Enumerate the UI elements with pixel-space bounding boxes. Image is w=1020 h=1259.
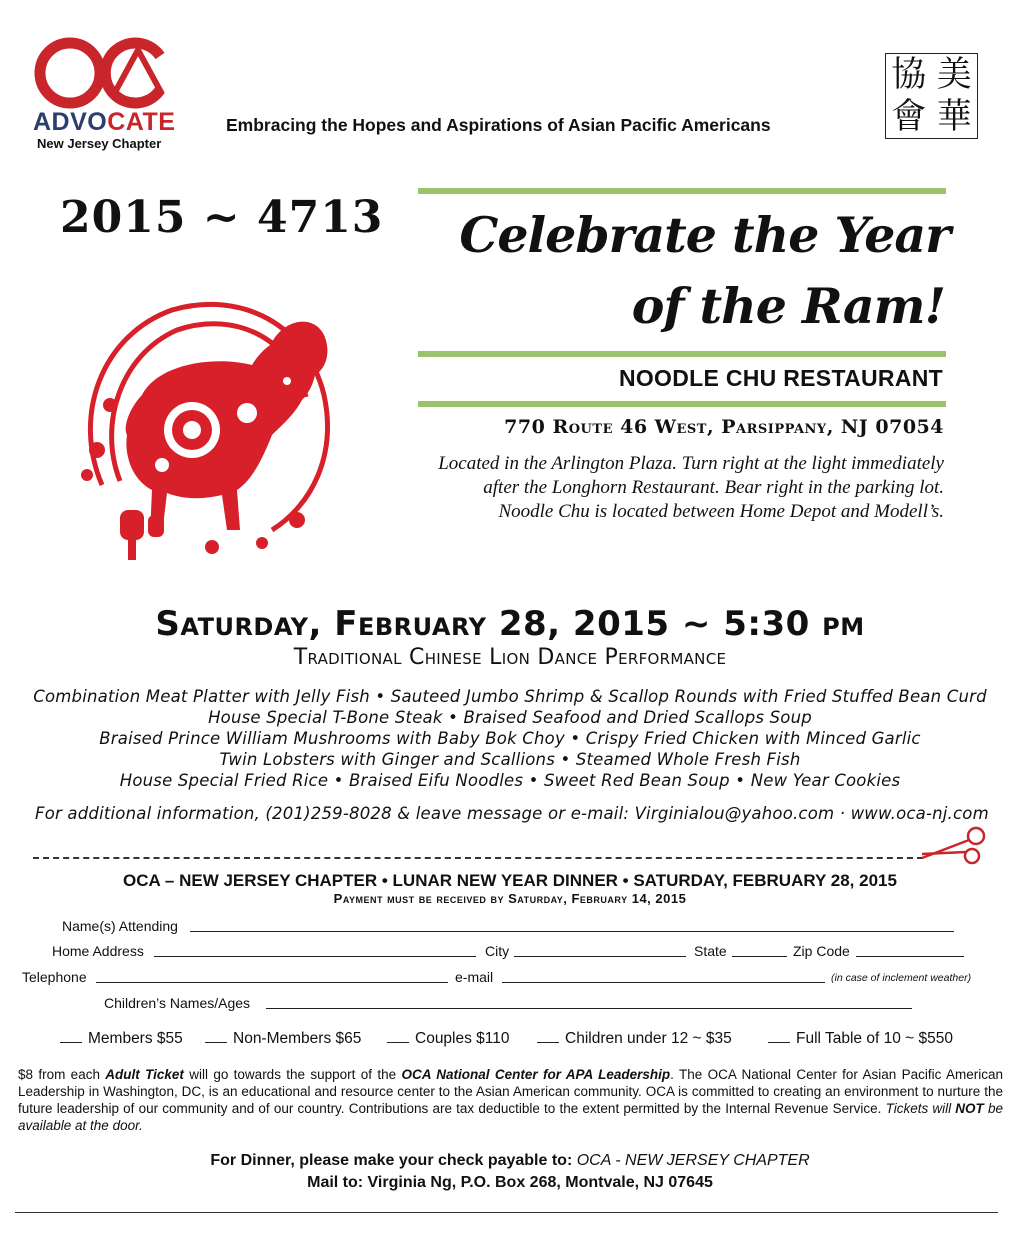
year-heading: 2015 ~ 4713 <box>60 192 384 243</box>
city-field[interactable] <box>514 943 686 957</box>
menu-item: Crispy Fried Chicken with Minced Garlic <box>585 729 921 748</box>
mail-to: Mail to: Virginia Ng, P.O. Box 268, Montvale, NJ 07645 <box>307 1174 713 1191</box>
event-title-line2: of the Ram! <box>631 277 945 335</box>
directions-text: Located in the Arlington Plaza. Turn right at the light immediately after the Longhorn Restaurant. Bear right in the parking lot. Noodle Chu is located between Home Depot and Modell’s. <box>438 453 944 522</box>
menu-item: Braised Eifu Noodles <box>349 771 524 790</box>
logo-subtitle: New Jersey Chapter <box>37 136 162 151</box>
option-full-table[interactable]: Full Table of 10 ~ $550 <box>768 1030 953 1048</box>
children-label: Children’s Names/Ages <box>104 995 251 1011</box>
option-children[interactable]: Children under 12 ~ $35 <box>537 1030 732 1048</box>
cut-line <box>33 857 923 859</box>
scissors-icon <box>918 824 988 866</box>
event-datetime: Saturday, February 28, 2015 ~ 5:30 pm <box>155 604 865 644</box>
menu-line: Twin Lobsters with Ginger and Scallions • Steamed Whole Fresh Fish <box>219 750 801 769</box>
menu-item: Combination Meat Platter with Jelly Fish <box>33 687 370 706</box>
names-field[interactable] <box>190 918 954 932</box>
menu-item: House Special Fried Rice <box>119 771 329 790</box>
menu-item: Braised Seafood and Dried Scallops Soup <box>463 708 812 727</box>
menu-item: Sweet Red Bean Soup <box>543 771 730 790</box>
menu-line: House Special T-Bone Steak • Braised Seafood and Dried Scallops Soup <box>208 708 812 727</box>
option-non-members[interactable]: Non-Members $65 <box>205 1030 361 1048</box>
children-field[interactable] <box>266 995 912 1009</box>
menu-item: Steamed Whole Fresh Fish <box>575 750 801 769</box>
telephone-field[interactable] <box>96 969 448 983</box>
restaurant-address: 770 Route 46 West, Parsippany, NJ 07054 <box>504 416 944 438</box>
seal-char: 協 <box>891 54 927 95</box>
address-label: Home Address <box>52 943 144 959</box>
zip-label: Zip Code <box>793 943 850 959</box>
menu-item: Sauteed Jumbo Shrimp & Scallop Rounds with Fried Stuffed Bean Curd <box>390 687 987 706</box>
restaurant-name: NOODLE CHU RESTAURANT <box>618 365 943 391</box>
form-title: OCA – NEW JERSEY CHAPTER • LUNAR NEW YEAR DINNER • SATURDAY, FEBRUARY 28, 2015 <box>123 871 897 890</box>
bottom-rule <box>15 1212 998 1213</box>
zip-field[interactable] <box>856 943 964 957</box>
menu-item: Twin Lobsters with Ginger and Scallions <box>219 750 555 769</box>
email-note: (in case of inclement weather) <box>831 972 972 984</box>
names-label: Name(s) Attending <box>62 918 178 934</box>
address-field[interactable] <box>154 943 476 957</box>
seal-char: 會 <box>891 96 927 137</box>
option-couples[interactable]: Couples $110 <box>387 1030 510 1048</box>
state-field[interactable] <box>732 943 787 957</box>
tagline: Embracing the Hopes and Aspirations of Asian Pacific Americans <box>226 115 771 135</box>
divider <box>418 401 946 407</box>
city-label: City <box>485 943 510 959</box>
option-members[interactable]: Members $55 <box>60 1030 183 1048</box>
event-title-line1: Celebrate the Year <box>459 206 950 264</box>
contact-info: For additional information, (201)259-8028 & leave message or e-mail: Virginialou@yahoo.com · www.oca-nj.com <box>35 804 989 823</box>
menu-line: House Special Fried Rice • Braised Eifu Noodles • Sweet Red Bean Soup • New Year Cookies <box>119 771 901 790</box>
lion-dance-line: Traditional Chinese Lion Dance Performance <box>293 645 727 670</box>
menu-item: House Special T-Bone Steak <box>208 708 443 727</box>
seal-char: 美 <box>936 54 972 95</box>
telephone-label: Telephone <box>22 969 87 985</box>
menu-line: Combination Meat Platter with Jelly Fish • Sauteed Jumbo Shrimp & Scallop Rounds with Fried Stuffed Bean Curd <box>33 687 987 706</box>
check-payable: For Dinner, please make your check payable to: OCA - NEW JERSEY CHAPTER <box>210 1152 810 1169</box>
menu-line: Braised Prince William Mushrooms with Baby Bok Choy • Crispy Fried Chicken with Minced Garlic <box>99 729 921 748</box>
dinner-menu <box>0 686 1020 791</box>
logo-wordmark: ADVOCATE <box>33 108 176 136</box>
ram-papercut-illustration <box>62 285 342 580</box>
ticket-notice: $8 from each Adult Ticket will go towards the support of the OCA National Center for APA Leadership. The OCA National Center for Asian Pacific American Leadership in Washington, DC, is an educational and resource center to the Asian American community. OCA is committed to creating an environment to nurture the future leadership of our community and of our country. Contributions are tax deductible to the extent permitted by the Internal Revenue Service. Tickets will NOT be available at the door. <box>18 1067 1003 1133</box>
divider <box>418 188 946 194</box>
email-label: e-mail <box>455 969 494 985</box>
chinese-name-seal <box>885 53 978 139</box>
email-field[interactable] <box>502 969 825 983</box>
divider <box>418 351 946 357</box>
payment-deadline: Payment must be received by Saturday, February 14, 2015 <box>333 891 687 906</box>
seal-char: 華 <box>936 96 972 137</box>
menu-item: Braised Prince William Mushrooms with Baby Bok Choy <box>99 729 565 748</box>
menu-item: New Year Cookies <box>750 771 901 790</box>
state-label: State <box>694 943 727 959</box>
